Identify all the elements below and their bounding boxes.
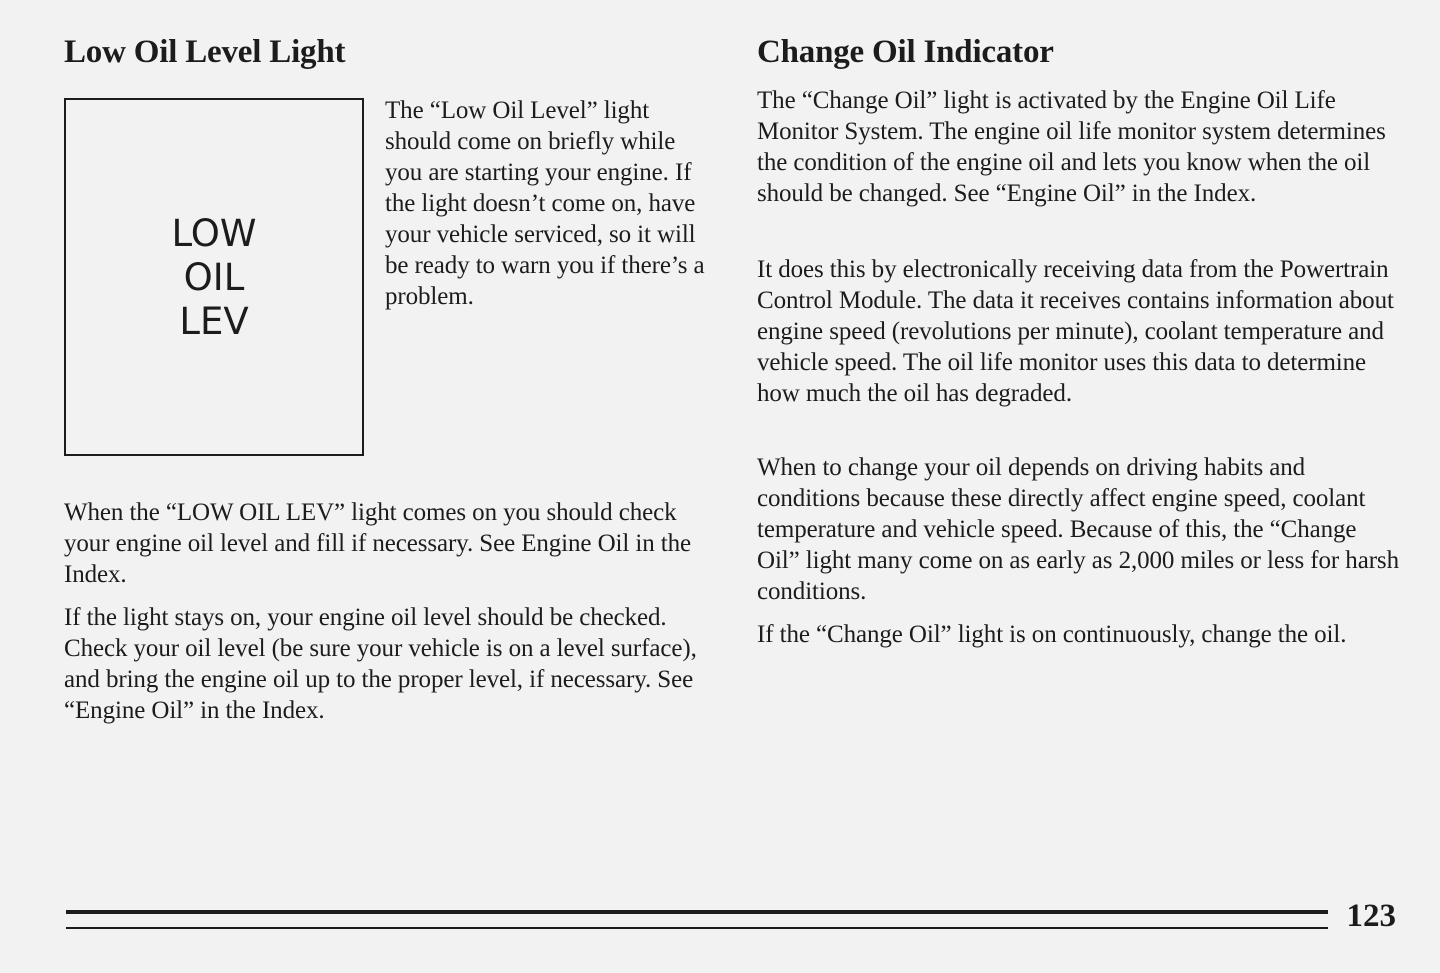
low-oil-paragraph-light-stays-on: If the light stays on, your engine oil level should be checked. Check your oil level (be sure your vehicle is on a level surface), and bring the engine oil up to the proper level, if necessary. See “Engine Oil” in the Index. <box>64 604 697 724</box>
low-oil-paragraph-check-level: When the “LOW OIL LEV” light comes on you should check your engine oil level and fill if necessary. See Engine Oil in the Index. <box>64 499 692 588</box>
footer-rule-thick <box>66 910 1328 914</box>
indicator-line-low: LOW <box>171 212 257 255</box>
indicator-line-lev: LEV <box>179 300 249 343</box>
change-oil-indicator-heading: Change Oil Indicator <box>757 34 1054 70</box>
change-oil-paragraph-powertrain-data: It does this by electronically receiving data from the Powertrain Control Module. The data it receives contains information about engine speed (revolutions per minute), coolant temperature and vehicle speed. The oil life monitor uses this data to determine how much the oil has degraded. <box>757 256 1394 407</box>
change-oil-paragraph-continuous: If the “Change Oil” light is on continuously, change the oil. <box>757 621 1347 648</box>
page-number: 123 <box>1346 898 1396 934</box>
change-oil-paragraph-monitor-system: The “Change Oil” light is activated by the Engine Oil Life Monitor System. The engine oil life monitor system determines the condition of the engine oil and lets you know when the oil should be changed. See “Engine Oil” in the Index. <box>757 87 1386 207</box>
low-oil-level-heading: Low Oil Level Light <box>64 34 346 70</box>
change-oil-paragraph-driving-habits: When to change your oil depends on driving habits and conditions because these directly affect engine speed, coolant temperature and vehicle speed. Because of this, the “Change Oil” light many come on as early as 2,000 miles or less for harsh conditions. <box>757 454 1399 605</box>
low-oil-light-intro-text: The “Low Oil Level” light should come on briefly while you are starting your engine. If the light doesn’t come on, have your vehicle serviced, so it will be ready to warn you if there’s a problem. <box>385 97 705 310</box>
footer-rule-thin <box>66 927 1328 929</box>
low-oil-lev-indicator-label <box>66 212 362 344</box>
low-oil-warning-light-illustration <box>64 98 364 456</box>
indicator-line-oil: OIL <box>183 256 245 299</box>
